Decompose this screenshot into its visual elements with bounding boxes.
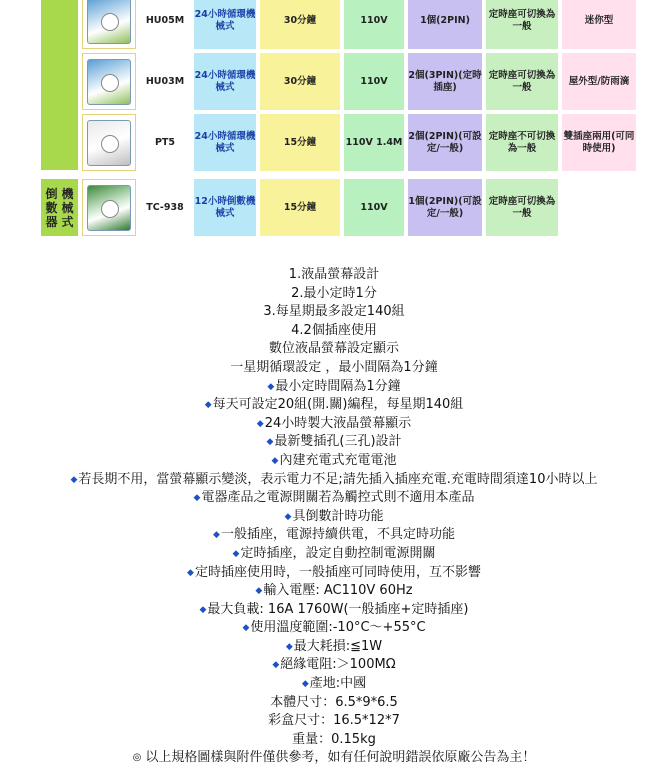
product-image xyxy=(87,120,131,166)
disclaimer-text: 以上規格圖樣與附件僅供參考，如有任何說明錯誤依原廠公告為主！ xyxy=(145,750,536,766)
spec-line xyxy=(0,452,668,471)
spec-line xyxy=(0,322,668,341)
diamond-bullet-icon: ◆ xyxy=(255,586,263,597)
spec-line xyxy=(0,303,668,322)
spec-text: 電器產品之電源開關若為觸控式則不適用本產品 xyxy=(201,490,475,506)
voltage-cell: 110V xyxy=(344,53,404,110)
product-image-cell xyxy=(82,0,136,49)
spec-text: 重量：0.15kg xyxy=(292,731,376,747)
spec-text: 2.最小定時1分 xyxy=(291,285,377,301)
spec-line xyxy=(0,694,668,713)
diamond-bullet-icon: ◆ xyxy=(187,567,194,578)
spec-text: 3.每星期最多設定140組 xyxy=(263,304,405,320)
spec-line xyxy=(0,489,668,508)
category-char: 器 xyxy=(45,214,58,229)
spec-line xyxy=(0,415,668,434)
product-image xyxy=(87,0,131,44)
use-cell: 雙插座兩用(可同時使用) xyxy=(562,114,636,171)
sockets-cell: 1個(2PIN)(可設定/一般) xyxy=(408,179,482,236)
type-cell: 24小時循環機械式 xyxy=(194,53,256,110)
spec-text: 彩盒尺寸：16.5*12*7 xyxy=(268,713,400,729)
use-cell: 屋外型/防雨滴 xyxy=(562,53,636,110)
spec-text: 本體尺寸：6.5*9*6.5 xyxy=(270,694,398,710)
model-cell: HU05M xyxy=(140,0,190,49)
spec-list xyxy=(0,266,668,768)
spec-text: 使用溫度範圍:-10°C～+55°C xyxy=(250,620,426,636)
spec-text: 具倒數計時功能 xyxy=(292,508,384,524)
spec-line xyxy=(0,619,668,638)
diamond-bullet-icon: ◆ xyxy=(266,437,274,448)
spec-text: 絕緣電阻:＞100MΩ xyxy=(280,657,396,673)
model-cell: HU03M xyxy=(140,53,190,110)
category-cell xyxy=(41,179,78,236)
diamond-bullet-icon: ◆ xyxy=(204,400,212,411)
sockets-cell: 2個(3PIN)(定時插座) xyxy=(408,53,482,110)
spec-line xyxy=(0,359,668,378)
diamond-bullet-icon: ◆ xyxy=(232,548,240,559)
type-cell: 24小時循環機械式 xyxy=(194,114,256,171)
spec-line xyxy=(0,545,668,564)
diamond-bullet-icon: ◆ xyxy=(199,604,207,615)
spec-line xyxy=(0,433,668,452)
spec-line xyxy=(0,508,668,527)
spec-line xyxy=(0,582,668,601)
timer-cell: 定時座可切換為一般 xyxy=(486,53,558,110)
spec-text: 最小定時間隔為1分鐘 xyxy=(275,378,401,394)
diamond-bullet-icon: ◆ xyxy=(301,679,309,690)
diamond-bullet-icon: ◆ xyxy=(272,660,280,671)
spec-text: 最大耗損:≦1W xyxy=(293,638,383,654)
spec-text: 若長期不用，當螢幕顯示變淡，表示電力不足;請先插入插座充電.充電時間須達10小時以上 xyxy=(78,471,598,487)
use-cell: 迷你型 xyxy=(562,0,636,49)
spec-text: 數位液晶螢幕設定顯示 xyxy=(268,341,399,357)
category-char: 式 xyxy=(61,214,74,229)
timer-cell: 定時座可切換為一般 xyxy=(486,0,558,49)
voltage-cell: 110V 1.4M xyxy=(344,114,404,171)
spec-text: 產地:中國 xyxy=(309,676,367,692)
spec-text: 每天可設定20組(開.關)編程，每星期140組 xyxy=(212,397,464,413)
product-comparison-table xyxy=(0,0,668,242)
spec-line xyxy=(0,526,668,545)
spec-line xyxy=(0,396,668,415)
spec-line xyxy=(0,638,668,657)
diamond-bullet-icon: ◆ xyxy=(213,530,220,541)
note-mark-icon: ◎ xyxy=(132,752,142,764)
voltage-cell: 110V xyxy=(344,0,404,49)
type-cell: 24小時循環機械式 xyxy=(194,0,256,49)
min-time-cell: 15分鐘 xyxy=(260,179,340,236)
spec-text: 輸入電壓: AC110V 60Hz xyxy=(263,583,413,599)
diamond-bullet-icon: ◆ xyxy=(271,455,279,466)
spec-text: 內建充電式充電電池 xyxy=(279,452,397,468)
spec-text: 定時插座，設定自動控制電源開關 xyxy=(240,545,436,561)
spec-line xyxy=(0,675,668,694)
spec-line xyxy=(0,601,668,620)
spec-line xyxy=(0,712,668,731)
spec-text: 一星期循環設定 ，最小間隔為1分鐘 xyxy=(230,359,438,375)
spec-text: 4.2個插座使用 xyxy=(291,322,377,338)
voltage-cell: 110V xyxy=(344,179,404,236)
spec-line xyxy=(0,285,668,304)
category-char: 數 xyxy=(45,200,58,215)
spec-text: 1.液晶螢幕設計 xyxy=(288,267,380,282)
category-column-upper xyxy=(41,0,78,170)
diamond-bullet-icon: ◆ xyxy=(285,641,293,652)
sockets-cell: 2個(2PIN)(可設定/一般) xyxy=(408,114,482,171)
category-char: 械 xyxy=(61,200,74,215)
spec-line xyxy=(0,471,668,490)
diamond-bullet-icon: ◆ xyxy=(70,474,78,485)
spec-line xyxy=(0,266,668,285)
diamond-bullet-icon: ◆ xyxy=(193,493,201,504)
timer-cell: 定時座不可切換為一般 xyxy=(486,114,558,171)
category-char: 機 xyxy=(61,186,74,201)
timer-cell: 定時座可切換為一般 xyxy=(486,179,558,236)
product-image-cell xyxy=(82,179,136,236)
product-image xyxy=(87,59,131,105)
diamond-bullet-icon: ◆ xyxy=(284,511,292,522)
disclaimer-note xyxy=(0,749,668,768)
spec-line xyxy=(0,340,668,359)
min-time-cell: 15分鐘 xyxy=(260,114,340,171)
category-char: 倒 xyxy=(45,186,58,201)
diamond-bullet-icon: ◆ xyxy=(256,418,264,429)
type-cell: 12小時倒數機械式 xyxy=(194,179,256,236)
diamond-bullet-icon: ◆ xyxy=(242,623,250,634)
category-label xyxy=(45,187,75,229)
diamond-bullet-icon: ◆ xyxy=(267,381,275,392)
spec-text: 定時插座使用時，一般插座可同時使用，互不影響 xyxy=(194,564,481,580)
model-cell: TC-938 xyxy=(140,179,190,236)
model-cell: PT5 xyxy=(140,114,190,171)
product-image-cell xyxy=(82,114,136,171)
spec-text: 一般插座，電源持續供電，不具定時功能 xyxy=(220,527,455,543)
spec-text: 24小時製大液晶螢幕顯示 xyxy=(264,415,412,431)
min-time-cell: 30分鐘 xyxy=(260,53,340,110)
min-time-cell: 30分鐘 xyxy=(260,0,340,49)
product-image xyxy=(87,185,131,231)
spec-text: 最大負載: 16A 1760W(一般插座+定時插座) xyxy=(207,601,469,617)
spec-line xyxy=(0,656,668,675)
spec-line xyxy=(0,378,668,397)
spec-text: 最新雙插孔(三孔)設計 xyxy=(274,434,402,450)
spec-line xyxy=(0,564,668,583)
spec-line xyxy=(0,731,668,750)
product-image-cell xyxy=(82,53,136,110)
sockets-cell: 1個(2PIN) xyxy=(408,0,482,49)
